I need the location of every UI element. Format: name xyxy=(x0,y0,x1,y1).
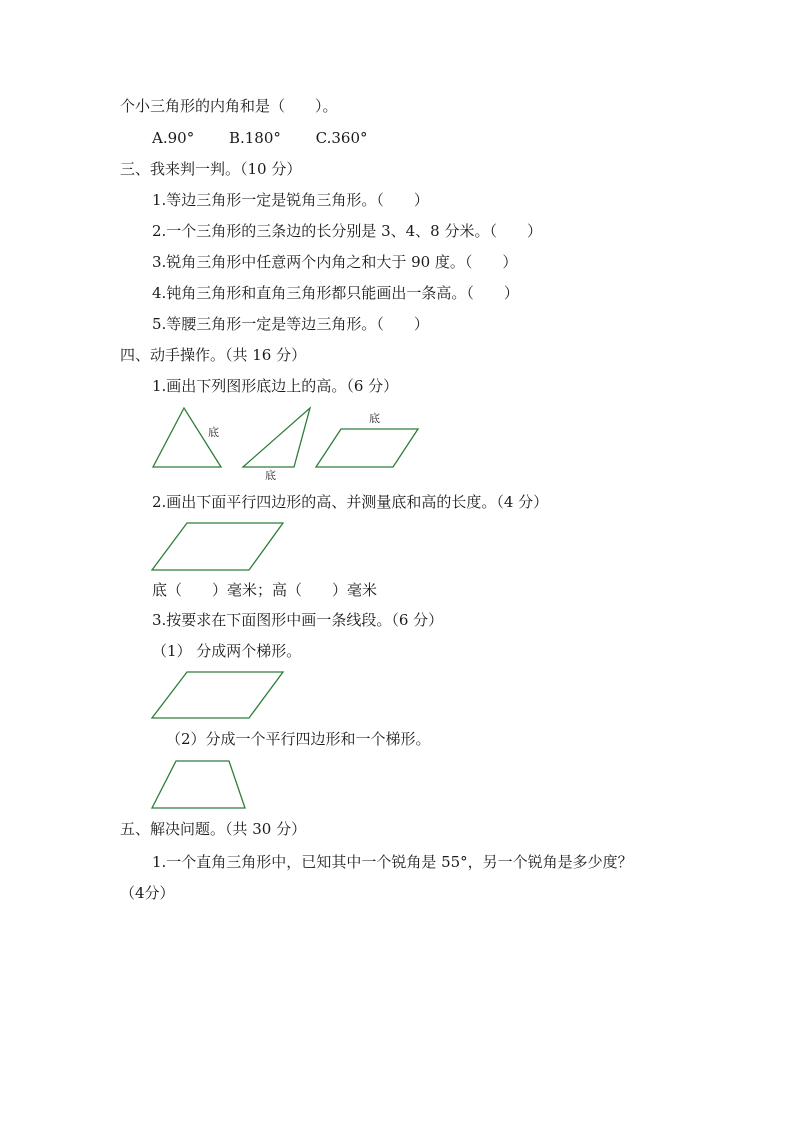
section5-heading: 五、解决问题。（共 30 分） xyxy=(120,820,307,838)
option-b: B.180° xyxy=(228,129,281,147)
obtuse-triangle xyxy=(243,408,310,467)
draw-segment-question: 3.按要求在下面图形中画一条线段。（6 分） xyxy=(152,611,444,629)
section4-heading: 四、动手操作。（共 16 分） xyxy=(120,346,307,364)
judge-item-4: 4.钝角三角形和直角三角形都只能画出一条高。（ ） xyxy=(152,284,519,302)
base-label-triangle-2: 底 xyxy=(265,469,276,482)
measure-answer-line: 底（ ）毫米；高（ ）毫米 xyxy=(152,581,378,599)
draw-height-question: 1.画出下列图形底边上的高。（6 分） xyxy=(152,377,399,395)
judge-item-5: 5.等腰三角形一定是等边三角形。（ ） xyxy=(152,315,429,333)
trapezoid-split xyxy=(152,761,245,808)
problem-1-points: （4分） xyxy=(120,884,175,902)
parallelogram-measure xyxy=(152,523,283,570)
problem-1-text: 1.一个直角三角形中，已知其中一个锐角是 55°，另一个锐角是多少度？ xyxy=(152,853,633,871)
base-label-parallelogram: 底 xyxy=(369,412,380,425)
judge-item-1: 1.等边三角形一定是锐角三角形。（ ） xyxy=(152,191,429,209)
section3-heading: 三、我来判一判。（10 分） xyxy=(120,160,302,178)
option-a: A.90° xyxy=(152,129,195,147)
parallelogram-small xyxy=(316,429,418,467)
option-c: C.360° xyxy=(315,129,368,147)
base-label-triangle-1: 底 xyxy=(208,426,219,439)
measure-question: 2.画出下面平行四边形的高、并测量底和高的长度。（4 分） xyxy=(152,493,549,511)
sub-question-2: （2）分成一个平行四边形和一个梯形。 xyxy=(166,730,431,748)
parallelogram-split xyxy=(152,672,283,718)
q2-continuation-text: 个小三角形的内角和是（ ）。 xyxy=(120,97,338,115)
judge-item-3: 3.锐角三角形中任意两个内角之和大于 90 度。（ ） xyxy=(152,253,518,271)
judge-item-2: 2.一个三角形的三条边的长分别是 3、4、8 分米。（ ） xyxy=(152,222,542,240)
sub-question-1: （1） 分成两个梯形。 xyxy=(152,642,302,660)
